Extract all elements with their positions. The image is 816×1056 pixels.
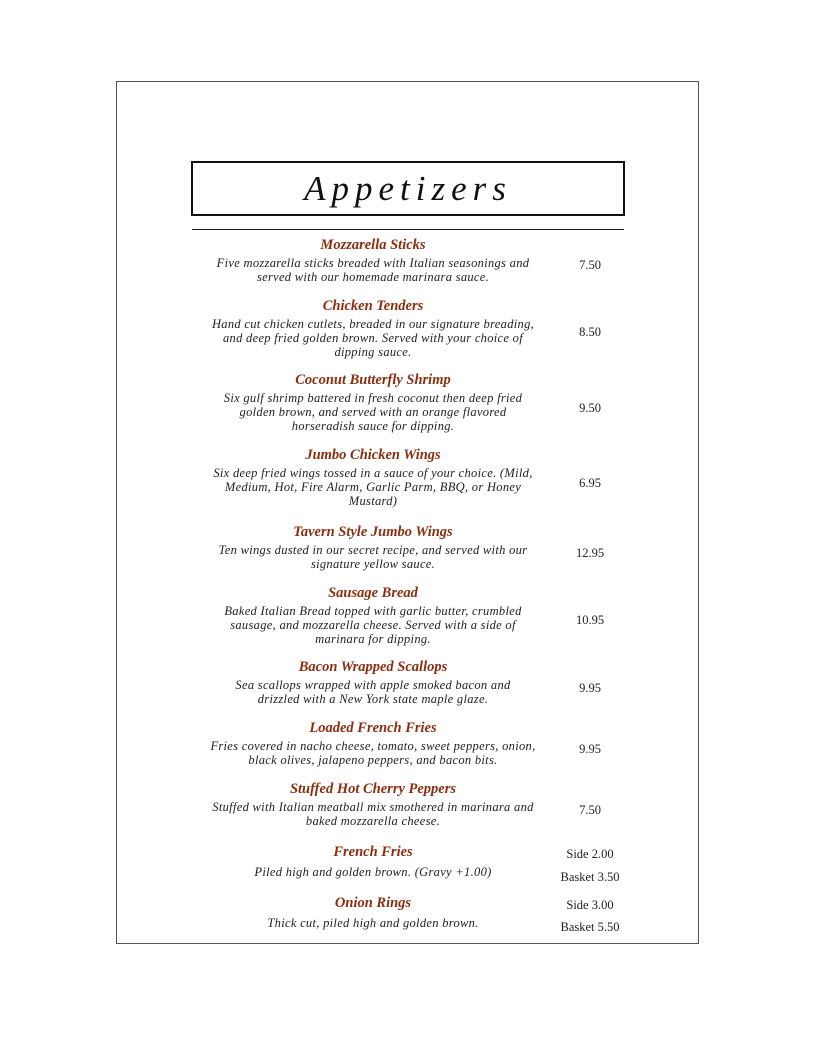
item-description: Thick cut, piled high and golden brown. <box>267 916 479 930</box>
menu-item-bacon-wrapped-scallops <box>192 658 626 706</box>
menu-item-tavern-style-jumbo-wings <box>192 523 626 571</box>
item-name: Tavern Style Jumbo Wings <box>293 524 453 540</box>
item-name: French Fries <box>333 844 413 860</box>
item-name: Stuffed Hot Cherry Peppers <box>289 781 457 797</box>
item-name: Chicken Tenders <box>322 298 424 314</box>
item-price-basket: Basket 3.50 <box>560 870 620 884</box>
item-price: 6.95 <box>579 476 601 490</box>
item-price: 9.50 <box>579 401 601 415</box>
menu-item-onion-rings <box>192 894 626 934</box>
item-name: Bacon Wrapped Scallops <box>298 659 448 675</box>
menu-title-box <box>191 161 625 216</box>
menu-item-coconut-butterfly-shrimp <box>192 371 626 433</box>
item-price: 9.95 <box>579 681 601 695</box>
item-name: Coconut Butterfly Shrimp <box>295 372 451 388</box>
menu-item-stuffed-hot-cherry-peppers <box>192 780 626 828</box>
item-description: Five mozzarella sticks breaded with Italian seasonings and served with our homemade marinara sauce. <box>216 256 530 284</box>
item-description: Six gulf shrimp battered in fresh coconut then deep fried golden brown, and served with an orange flavored horseradish sauce for dipping. <box>223 391 523 433</box>
item-price-basket: Basket 5.50 <box>560 920 620 934</box>
menu-title: Appetizers <box>304 169 512 208</box>
menu-item-jumbo-chicken-wings <box>192 446 626 508</box>
menu-item-mozzarella-sticks <box>192 236 626 284</box>
menu-item-sausage-bread <box>192 584 626 646</box>
item-description: Six deep fried wings tossed in a sauce of your choice. (Mild, Medium, Hot, Fire Alarm, Garlic Parm, BBQ, or Honey Mustard) <box>213 466 533 508</box>
item-description: Fries covered in nacho cheese, tomato, sweet peppers, onion, black olives, jalapeno peppers, and bacon bits. <box>210 739 536 767</box>
item-description: Stuffed with Italian meatball mix smothered in marinara and baked mozzarella cheese. <box>212 800 534 828</box>
item-name: Onion Rings <box>334 895 412 911</box>
item-price: 9.95 <box>579 742 601 756</box>
item-price: 8.50 <box>579 325 601 339</box>
menu-item-loaded-french-fries <box>192 719 626 767</box>
item-description: Piled high and golden brown. (Gravy +1.00) <box>254 865 492 879</box>
item-name: Jumbo Chicken Wings <box>305 447 441 463</box>
item-price: 10.95 <box>575 613 605 627</box>
menu-item-french-fries <box>192 843 626 884</box>
item-price-side: Side 3.00 <box>566 898 614 912</box>
title-divider <box>192 229 624 230</box>
item-description: Sea scallops wrapped with apple smoked bacon and drizzled with a New York state maple glaze. <box>235 678 511 706</box>
item-price: 7.50 <box>579 803 601 817</box>
item-name: Mozzarella Sticks <box>320 237 426 253</box>
item-description: Baked Italian Bread topped with garlic butter, crumbled sausage, and mozzarella cheese. Served with a side of marinara for dipping. <box>224 604 522 646</box>
item-name: Sausage Bread <box>328 585 418 601</box>
menu-item-chicken-tenders <box>192 297 626 359</box>
item-price: 7.50 <box>579 258 601 272</box>
item-price-side: Side 2.00 <box>566 847 614 861</box>
item-price: 12.95 <box>575 546 605 560</box>
item-name: Loaded French Fries <box>309 720 437 736</box>
item-description: Hand cut chicken cutlets, breaded in our signature breading, and deep fried golden brown. Served with your choice of dipping sauce. <box>211 317 535 359</box>
item-description: Ten wings dusted in our secret recipe, and served with our signature yellow sauce. <box>218 543 528 571</box>
